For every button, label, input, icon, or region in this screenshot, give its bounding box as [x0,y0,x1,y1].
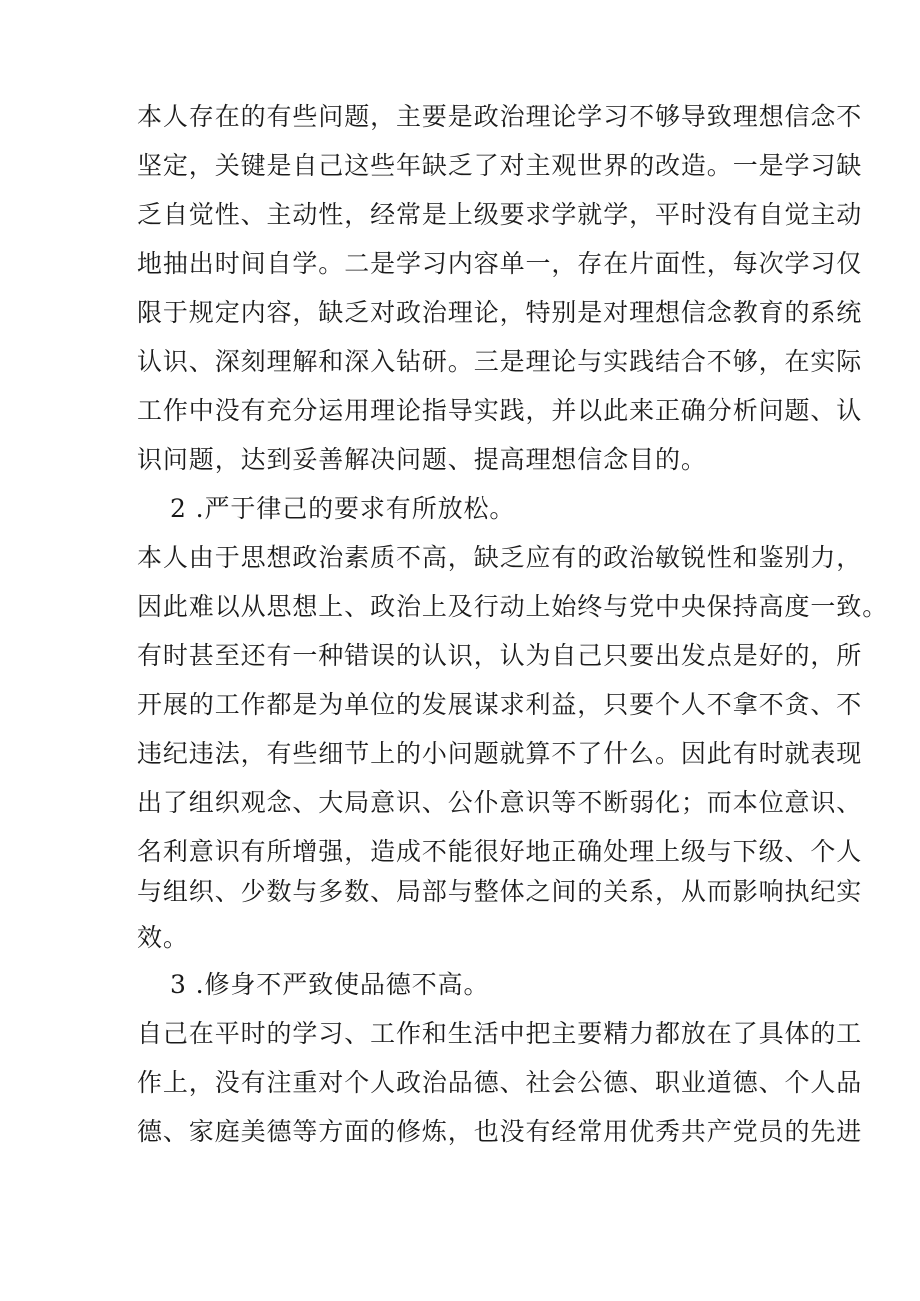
paragraph-2-line-2: 因此难以从思想上、政治上及行动上始终与党中央保持高度一致。 [137,592,889,621]
paragraph-1-line-2: 坚定，关键是自己这些年缺乏了对主观世界的改造。一是学习缺 [137,151,863,180]
paragraph-2-line-9: 效。 [137,923,189,952]
paragraph-3-line-1: 自己在平时的学习、工作和生活中把主要精力都放在了具体的工 [137,1019,863,1048]
paragraph-2-line-7: 名利意识有所增强，造成不能很好地正确处理上级与下级、个人 [137,837,863,866]
paragraph-3-line-2: 作上，没有注重对个人政治品德、社会公德、职业道德、个人品 [137,1068,863,1097]
paragraph-2-line-3: 有时甚至还有一种错误的认识，认为自己只要出发点是好的，所 [137,641,863,670]
paragraph-2-line-1: 本人由于思想政治素质不高，缺乏应有的政治敏锐性和鉴别力， [137,543,863,572]
paragraph-3-line-3: 德、家庭美德等方面的修炼，也没有经常用优秀共产党员的先进 [137,1117,863,1146]
paragraph-1-line-7: 工作中没有充分运用理论指导实践，并以此来正确分析问题、认 [137,396,863,425]
paragraph-2-line-6: 出了组织观念、大局意识、公仆意识等不断弱化；而本位意识、 [137,788,863,817]
paragraph-2-line-5: 违纪违法，有些细节上的小问题就算不了什么。因此有时就表现 [137,739,863,768]
paragraph-1-line-3: 乏自觉性、主动性，经常是上级要求学就学，平时没有自觉主动 [137,200,863,229]
paragraph-1-line-5: 限于规定内容，缺乏对政治理论，特别是对理想信念教育的系统 [137,298,863,327]
paragraph-2-line-8: 与组织、少数与多数、局部与整体之间的关系，从而影响执纪实 [137,877,863,906]
paragraph-1-line-4: 地抽出时间自学。二是学习内容单一，存在片面性，每次学习仅 [137,249,863,278]
paragraph-1-line-8: 识问题，达到妥善解决问题、提高理想信念目的。 [137,445,707,474]
paragraph-2-line-4: 开展的工作都是为单位的发展谋求利益，只要个人不拿不贪、不 [137,690,863,719]
paragraph-1-line-1: 本人存在的有些问题，主要是政治理论学习不够导致理想信念不 [137,102,863,131]
paragraph-1-line-6: 认识、深刻理解和深入钻研。三是理论与实践结合不够，在实际 [137,347,863,376]
section-heading-2: 2 .严于律己的要求有所放松。 [170,494,516,523]
section-heading-3: 3 .修身不严致使品德不高。 [170,970,490,999]
